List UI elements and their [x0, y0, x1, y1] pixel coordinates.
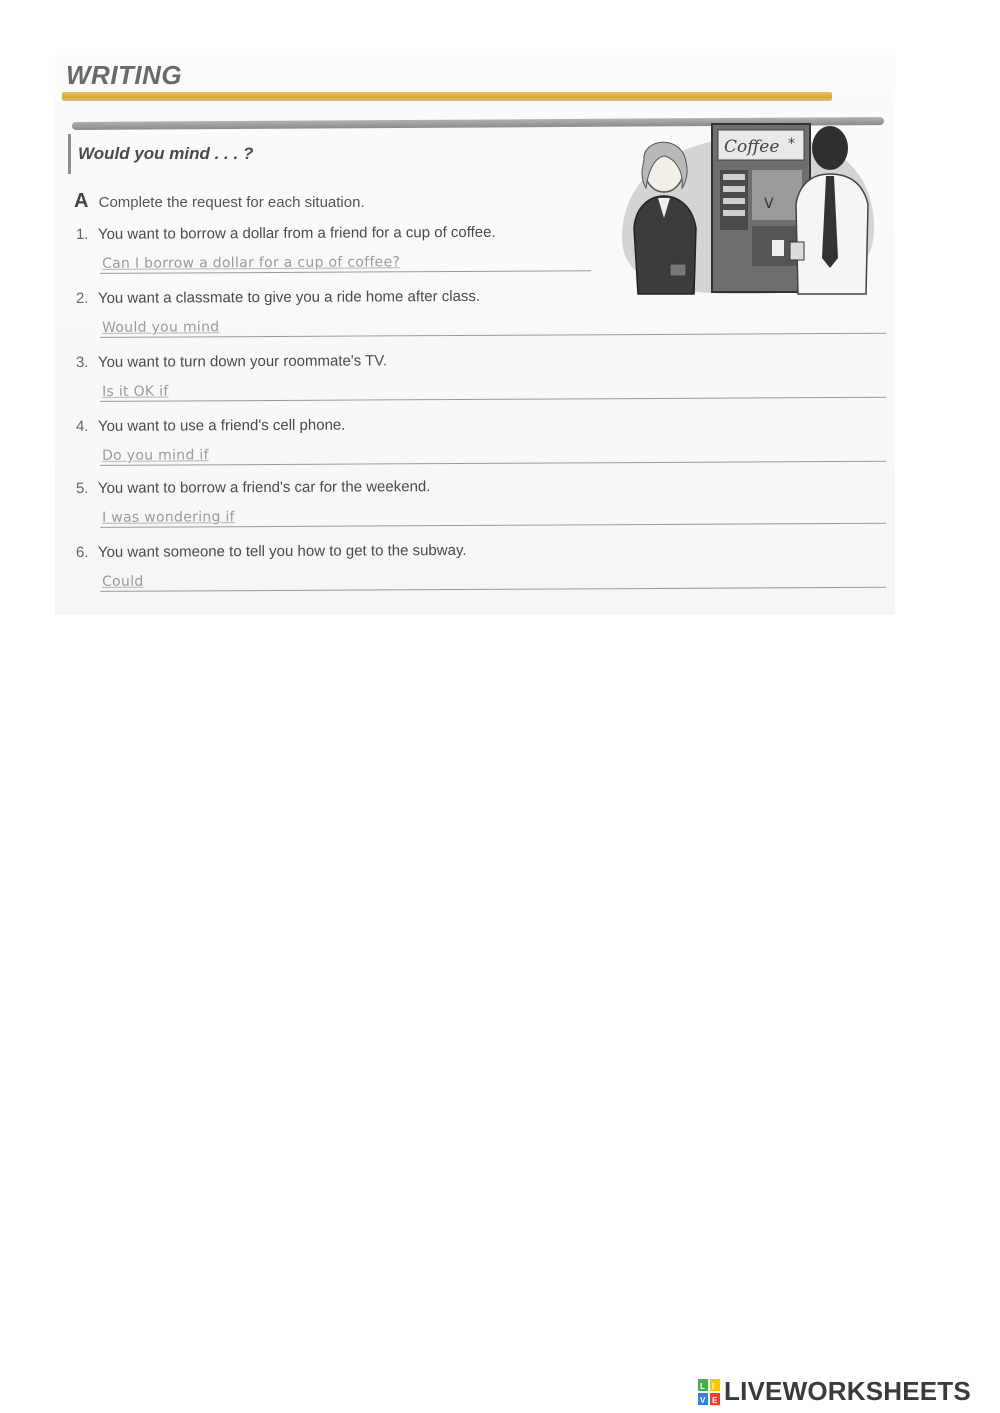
- answer-text: Is it OK if: [102, 383, 169, 400]
- item-prompt: [76, 476, 886, 497]
- exercise-item-4: [76, 414, 886, 466]
- answer-text: Can I borrow a dollar for a cup of coffee?: [102, 254, 401, 272]
- section-marker: [68, 134, 71, 174]
- answer-text: Would you mind: [102, 319, 220, 336]
- instruction: [74, 190, 365, 213]
- cup-icon: [772, 240, 784, 256]
- item-prompt: [76, 223, 591, 243]
- liveworksheets-brand: [698, 1376, 971, 1407]
- brand-name: LIVEWORKSHEETS: [724, 1376, 971, 1406]
- svg-text:E: E: [712, 1395, 718, 1405]
- svg-text:V: V: [700, 1395, 706, 1405]
- exercise-item-1: [76, 223, 591, 274]
- item-number: 6.: [75, 543, 89, 562]
- exercise-item-5: [76, 476, 886, 528]
- item-prompt-text: You want someone to tell you how to get to the subway.: [97, 541, 467, 561]
- man-head: [812, 126, 848, 170]
- answer-field[interactable]: [100, 439, 886, 466]
- answer-text: I was wondering if: [102, 509, 235, 526]
- item-prompt-text: You want a classmate to give you a ride home after class.: [97, 287, 481, 307]
- item-number: 3.: [75, 353, 89, 372]
- item-prompt: [76, 350, 886, 371]
- liveworksheets-logo-icon: [698, 1379, 720, 1405]
- worksheet-heading: WRITING: [66, 60, 183, 90]
- phone-icon: [670, 264, 686, 276]
- answer-text: Do you mind if: [102, 447, 209, 464]
- cup-symbol-icon: V: [764, 196, 774, 212]
- coffee-cup-icon: [790, 242, 804, 260]
- panel-slot: [723, 174, 745, 180]
- instruction-letter: A: [74, 190, 89, 212]
- machine-window: [752, 170, 802, 220]
- panel-slot: [723, 210, 745, 216]
- item-number: 2.: [75, 289, 89, 308]
- exercise-item-3: [76, 350, 886, 402]
- exercise-item-6: [76, 540, 886, 592]
- svg-text:I: I: [712, 1381, 715, 1391]
- panel-slot: [723, 198, 745, 204]
- heading-underline: [62, 92, 832, 101]
- item-prompt: [76, 414, 886, 435]
- answer-field[interactable]: [100, 375, 886, 402]
- item-prompt-text: You want to borrow a dollar from a friend for a cup of coffee.: [97, 223, 496, 243]
- answer-text: Could: [102, 573, 144, 590]
- item-prompt-text: You want to use a friend's cell phone.: [97, 416, 346, 435]
- item-number: 4.: [75, 417, 89, 436]
- answer-field[interactable]: [100, 565, 886, 592]
- section-title: Would you mind . . . ?: [78, 144, 254, 163]
- star-icon: *: [788, 136, 795, 152]
- answer-field[interactable]: [100, 311, 886, 338]
- item-prompt: [76, 540, 886, 561]
- svg-text:L: L: [700, 1381, 705, 1391]
- item-number: 5.: [75, 479, 89, 498]
- panel-slot: [723, 186, 745, 192]
- item-prompt-text: You want to borrow a friend's car for the weekend.: [97, 478, 431, 497]
- answer-field[interactable]: [100, 248, 591, 274]
- instruction-text: Complete the request for each situation.: [98, 194, 365, 211]
- item-number: 1.: [75, 225, 89, 244]
- item-prompt-text: You want to turn down your roommate's TV.: [97, 352, 388, 371]
- coffee-sign-text: Coffee: [724, 137, 780, 157]
- coffee-machine-scene-illustration: [612, 118, 882, 296]
- answer-field[interactable]: [100, 501, 886, 528]
